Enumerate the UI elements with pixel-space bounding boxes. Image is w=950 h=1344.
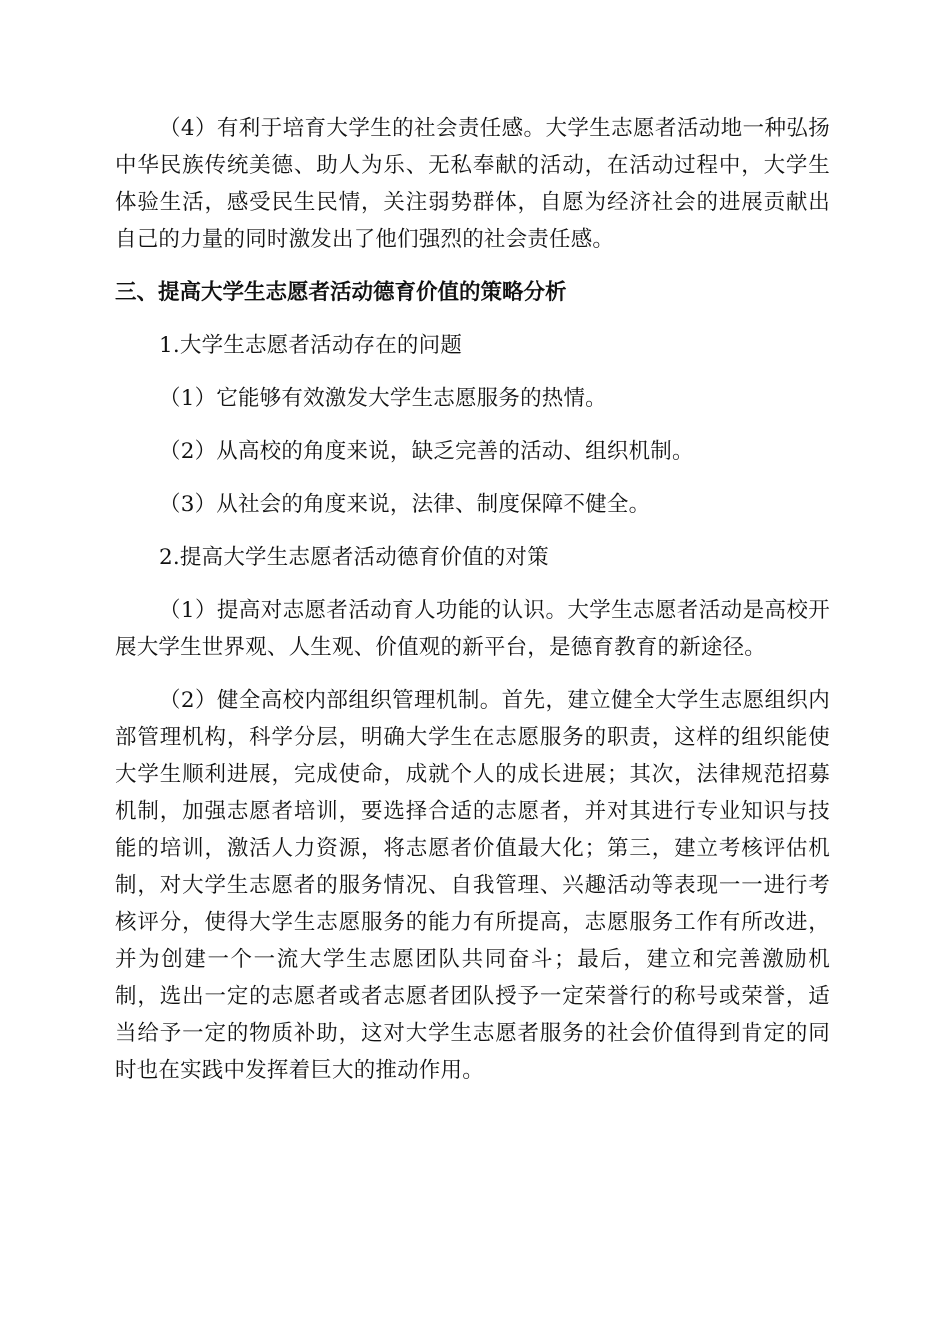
document-body [115, 110, 830, 1105]
list-item-countermeasure-1: （1）提高对志愿者活动育人功能的认识。大学生志愿者活动是高校开展大学生世界观、人生观、价值观的新平台，是德育教育的新途径。 [115, 598, 830, 660]
subheading-countermeasures: 2.提高大学生志愿者活动德育价值的对策 [159, 545, 549, 570]
subheading-problems: 1.大学生志愿者活动存在的问题 [159, 333, 463, 358]
list-item-problem-1: （1）它能够有效激发大学生志愿服务的热情。 [159, 386, 607, 411]
list-item-countermeasure-2: （2）健全高校内部组织管理机制。首先，建立健全大学生志愿组织内部管理机构，科学分层，明确大学生在志愿服务的职责，这样的组织能使大学生顺利进展，完成使命，成就个人的成长进展；其次，法律规范招募机制，加强志愿者培训，要选择合适的志愿者，并对其进行专业知识与技能的培训，激活人力资源，将志愿者价值最大化；第三，建立考核评估机制，对大学生志愿者的服务情况、自我管理、兴趣活动等表现一一进行考核评分，使得大学生志愿服务的能力有所提高，志愿服务工作有所改进，并为创建一个一流大学生志愿团队共同奋斗；最后，建立和完善激励机制，选出一定的志愿者或者志愿者团队授予一定荣誉行的称号或荣誉，适当给予一定的物质补助，这对大学生志愿者服务的社会价值得到肯定的同时也在实践中发挥着巨大的推动作用。 [115, 688, 830, 1083]
list-item-problem-3: （3）从社会的角度来说，法律、制度保障不健全。 [159, 492, 651, 517]
paragraph-social-responsibility: （4）有利于培育大学生的社会责任感。大学生志愿者活动地一种弘扬中华民族传统美德、助人为乐、无私奉献的活动，在活动过程中，大学生体验生活，感受民生民情，关注弱势群体，自愿为经济社会的进展贡献出自己的力量的同时激发出了他们强烈的社会责任感。 [115, 116, 830, 252]
section-heading-strategy: 三、提高大学生志愿者活动德育价值的策略分析 [115, 280, 567, 305]
list-item-problem-2: （2）从高校的角度来说，缺乏完善的活动、组织机制。 [159, 439, 694, 464]
